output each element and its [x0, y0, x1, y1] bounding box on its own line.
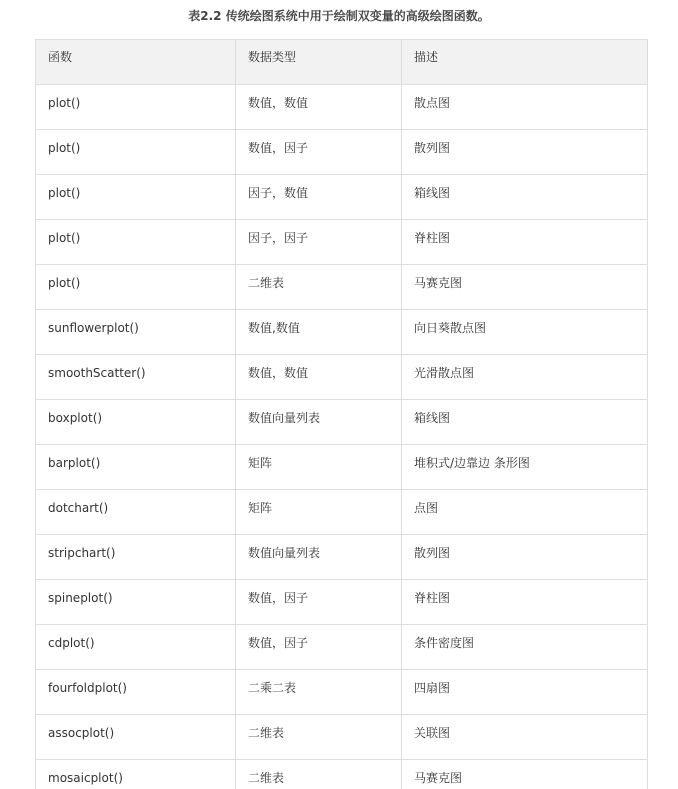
- cell-data-type: 数值，因子: [236, 580, 402, 625]
- cell-function: cdplot(): [36, 625, 236, 670]
- cell-function: assocplot(): [36, 715, 236, 760]
- cell-data-type: 矩阵: [236, 445, 402, 490]
- function-table: [35, 39, 648, 789]
- header-data-type: 数据类型: [236, 40, 402, 85]
- cell-data-type: 数值,数值: [236, 310, 402, 355]
- cell-function: boxplot(): [36, 400, 236, 445]
- cell-description: 散列图: [402, 130, 648, 175]
- cell-data-type: 数值，因子: [236, 130, 402, 175]
- cell-data-type: 二维表: [236, 760, 402, 789]
- cell-function: spineplot(): [36, 580, 236, 625]
- cell-data-type: 数值向量列表: [236, 400, 402, 445]
- cell-data-type: 二维表: [236, 715, 402, 760]
- header-row: [36, 40, 648, 85]
- cell-data-type: 因子，数值: [236, 175, 402, 220]
- cell-function: barplot(): [36, 445, 236, 490]
- table-row: [36, 400, 648, 445]
- cell-description: 脊柱图: [402, 220, 648, 265]
- cell-description: 脊柱图: [402, 580, 648, 625]
- table-row: [36, 490, 648, 535]
- cell-description: 关联图: [402, 715, 648, 760]
- cell-function: plot(): [36, 265, 236, 310]
- cell-description: 箱线图: [402, 175, 648, 220]
- cell-function: plot(): [36, 220, 236, 265]
- header-description: 描述: [402, 40, 648, 85]
- table-row: [36, 535, 648, 580]
- table-row: [36, 175, 648, 220]
- cell-data-type: 因子，因子: [236, 220, 402, 265]
- table-row: [36, 220, 648, 265]
- table-row: [36, 625, 648, 670]
- cell-description: 散列图: [402, 535, 648, 580]
- cell-description: 光滑散点图: [402, 355, 648, 400]
- table-row: [36, 85, 648, 130]
- cell-data-type: 二乘二表: [236, 670, 402, 715]
- cell-function: plot(): [36, 175, 236, 220]
- cell-description: 散点图: [402, 85, 648, 130]
- cell-data-type: 二维表: [236, 265, 402, 310]
- table-row: [36, 670, 648, 715]
- table-row: [36, 580, 648, 625]
- table-caption: 表2.2 传统绘图系统中用于绘制双变量的高级绘图函数。: [188, 9, 490, 23]
- cell-function: mosaicplot(): [36, 760, 236, 789]
- cell-description: 点图: [402, 490, 648, 535]
- cell-description: 条件密度图: [402, 625, 648, 670]
- cell-function: plot(): [36, 85, 236, 130]
- table-row: [36, 760, 648, 789]
- cell-description: 马赛克图: [402, 760, 648, 789]
- cell-data-type: 数值，数值: [236, 355, 402, 400]
- cell-function: stripchart(): [36, 535, 236, 580]
- table-row: [36, 355, 648, 400]
- cell-function: smoothScatter(): [36, 355, 236, 400]
- cell-data-type: 矩阵: [236, 490, 402, 535]
- table-row: [36, 265, 648, 310]
- cell-function: plot(): [36, 130, 236, 175]
- cell-function: dotchart(): [36, 490, 236, 535]
- cell-description: 箱线图: [402, 400, 648, 445]
- table-row: [36, 310, 648, 355]
- cell-description: 堆积式/边靠边 条形图: [402, 445, 648, 490]
- cell-data-type: 数值向量列表: [236, 535, 402, 580]
- table-row: [36, 445, 648, 490]
- cell-data-type: 数值，数值: [236, 85, 402, 130]
- table-row: [36, 130, 648, 175]
- table-row: [36, 715, 648, 760]
- header-function: 函数: [36, 40, 236, 85]
- cell-description: 四扇图: [402, 670, 648, 715]
- cell-description: 向日葵散点图: [402, 310, 648, 355]
- cell-description: 马赛克图: [402, 265, 648, 310]
- cell-function: fourfoldplot(): [36, 670, 236, 715]
- cell-function: sunflowerplot(): [36, 310, 236, 355]
- cell-data-type: 数值，因子: [236, 625, 402, 670]
